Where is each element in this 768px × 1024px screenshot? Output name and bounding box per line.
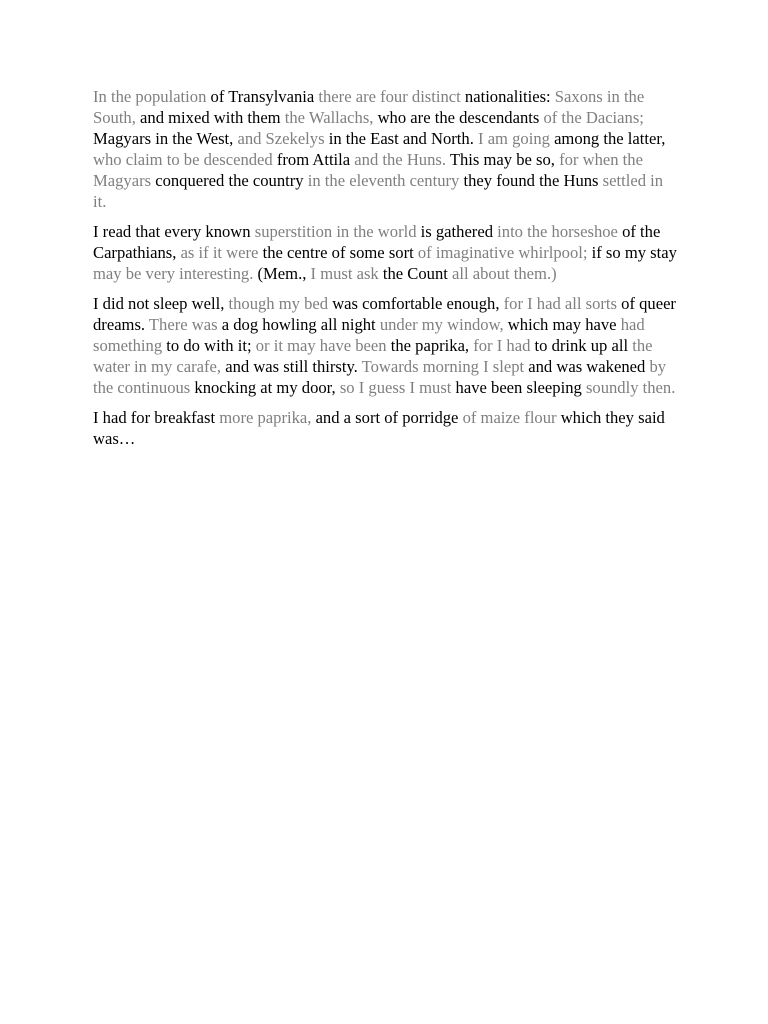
text-segment: in the eleventh century — [307, 171, 464, 190]
text-segment: there are four distinct — [318, 87, 465, 106]
text-segment: who claim to be descended — [93, 150, 277, 169]
text-segment: which they said was… — [93, 408, 665, 448]
text-segment: which may have — [507, 315, 621, 334]
text-segment: if so my stay — [591, 243, 677, 262]
text-segment: knocking at my door, — [194, 378, 340, 397]
text-segment: I did not sleep well, — [93, 294, 229, 313]
text-segment: (Mem., — [257, 264, 311, 283]
text-segment: a dog howling all night — [221, 315, 380, 334]
text-segment: more paprika, — [219, 408, 316, 427]
text-segment: for when the Magyars — [93, 150, 643, 190]
text-segment: Magyars in the West, — [93, 129, 238, 148]
text-segment: for I had — [473, 336, 535, 355]
text-segment: into the horseshoe — [497, 222, 623, 241]
text-segment: the Count — [382, 264, 453, 283]
text-segment: There was — [148, 315, 222, 334]
text-segment: nationalities: — [464, 87, 555, 106]
text-segment: In the population — [93, 87, 211, 106]
text-segment: and was still thirsty. — [225, 357, 362, 376]
text-segment: by the continuous — [93, 357, 667, 397]
paragraph-3 — [93, 293, 678, 398]
text-segment: the Wallachs, — [284, 108, 378, 127]
text-segment: I must ask — [310, 264, 383, 283]
text-segment: who are the descendants — [377, 108, 544, 127]
paragraph-2 — [93, 221, 678, 284]
text-segment: among the latter, — [554, 129, 666, 148]
text-segment: from Attila — [276, 150, 355, 169]
text-segment: to drink up all — [534, 336, 633, 355]
text-segment: I had for breakfast — [93, 408, 220, 427]
text-segment: so I guess I must — [339, 378, 456, 397]
paragraph-4 — [93, 407, 678, 449]
text-segment: of queer dreams. — [93, 294, 676, 334]
text-segment: was comfortable enough, — [332, 294, 504, 313]
text-segment: superstition in the world — [254, 222, 421, 241]
text-segment: the paprika, — [390, 336, 474, 355]
text-segment: of maize flour — [462, 408, 561, 427]
paragraph-1 — [93, 86, 678, 212]
text-segment: I read that every known — [93, 222, 255, 241]
text-segment: and the Huns. — [354, 150, 450, 169]
text-segment: the water in my carafe, — [93, 336, 653, 376]
text-segment: or it may have been — [255, 336, 391, 355]
text-segment: though my bed — [228, 294, 333, 313]
text-segment: the centre of some sort — [262, 243, 418, 262]
text-segment: settled in it. — [93, 171, 664, 211]
text-segment: is gathered — [420, 222, 498, 241]
text-segment: and a sort of porridge — [315, 408, 463, 427]
text-segment: all about them.) — [452, 264, 557, 283]
text-segment: under my window, — [379, 315, 508, 334]
text-segment: to do with it; — [166, 336, 256, 355]
text-segment: and Szekelys — [237, 129, 329, 148]
text-segment: soundly then. — [585, 378, 676, 397]
text-segment: Saxons in the South, — [93, 87, 645, 127]
text-segment: for I had all sorts — [503, 294, 622, 313]
text-segment: as if it were — [180, 243, 263, 262]
text-segment: of Transylvania — [210, 87, 319, 106]
text-segment: This may be so, — [449, 150, 560, 169]
text-segment: Towards morning I slept — [361, 357, 529, 376]
text-segment: had something — [93, 315, 645, 355]
text-segment: conquered the country — [155, 171, 308, 190]
text-segment: and was wakened — [528, 357, 650, 376]
text-segment: and mixed with them — [140, 108, 285, 127]
document-page — [93, 86, 678, 458]
text-segment: of the Carpathians, — [93, 222, 661, 262]
text-segment: of the Dacians; — [543, 108, 644, 127]
text-segment: I am going — [478, 129, 555, 148]
text-segment: may be very interesting. — [93, 264, 258, 283]
text-segment: in the East and North. — [328, 129, 479, 148]
text-segment: have been sleeping — [455, 378, 586, 397]
text-segment: they found the Huns — [463, 171, 603, 190]
text-segment: of imaginative whirlpool; — [417, 243, 592, 262]
